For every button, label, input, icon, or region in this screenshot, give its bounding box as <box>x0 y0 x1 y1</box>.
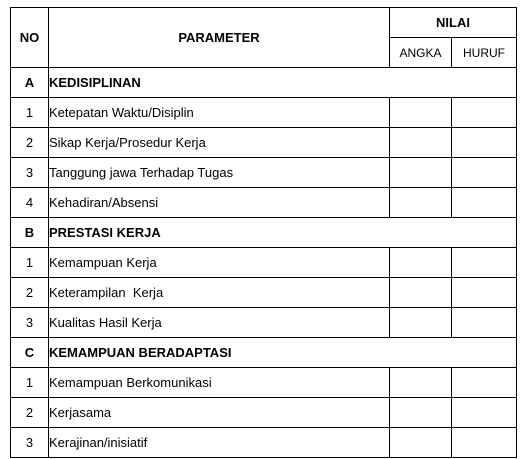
header-angka: ANGKA <box>390 38 452 68</box>
huruf-cell[interactable] <box>452 248 517 278</box>
angka-cell[interactable] <box>390 308 452 338</box>
angka-cell[interactable] <box>390 128 452 158</box>
section-row-kedisiplinan <box>11 68 517 98</box>
section-title: KEMAMPUAN BERADAPTASI <box>49 338 517 368</box>
angka-cell[interactable] <box>390 158 452 188</box>
item-label: Kerajinan/inisiatif <box>49 428 390 458</box>
header-nilai: NILAI <box>390 8 517 38</box>
table-row <box>11 248 517 278</box>
item-no: 2 <box>11 128 49 158</box>
table-row <box>11 188 517 218</box>
huruf-cell[interactable] <box>452 98 517 128</box>
item-label: Kerjasama <box>49 398 390 428</box>
item-no: 3 <box>11 428 49 458</box>
section-title: PRESTASI KERJA <box>49 218 517 248</box>
item-no: 1 <box>11 98 49 128</box>
evaluation-table <box>10 7 517 458</box>
item-no: 4 <box>11 188 49 218</box>
item-no: 2 <box>11 398 49 428</box>
huruf-cell[interactable] <box>452 188 517 218</box>
item-label: Kemampuan Kerja <box>49 248 390 278</box>
header-no: NO <box>11 8 49 68</box>
huruf-cell[interactable] <box>452 128 517 158</box>
huruf-cell[interactable] <box>452 278 517 308</box>
table-row <box>11 308 517 338</box>
huruf-cell[interactable] <box>452 428 517 458</box>
section-code: C <box>11 338 49 368</box>
table-row <box>11 158 517 188</box>
item-no: 3 <box>11 158 49 188</box>
table-row <box>11 278 517 308</box>
section-row-prestasi-kerja <box>11 218 517 248</box>
huruf-cell[interactable] <box>452 368 517 398</box>
table-row <box>11 98 517 128</box>
angka-cell[interactable] <box>390 428 452 458</box>
angka-cell[interactable] <box>390 398 452 428</box>
section-code: A <box>11 68 49 98</box>
angka-cell[interactable] <box>390 188 452 218</box>
huruf-cell[interactable] <box>452 308 517 338</box>
item-label: Ketepatan Waktu/Disiplin <box>49 98 390 128</box>
section-row-kemampuan-beradaptasi <box>11 338 517 368</box>
table-row <box>11 128 517 158</box>
item-no: 3 <box>11 308 49 338</box>
item-label: Sikap Kerja/Prosedur Kerja <box>49 128 390 158</box>
item-label: Kualitas Hasil Kerja <box>49 308 390 338</box>
table-row <box>11 368 517 398</box>
item-label: Kehadiran/Absensi <box>49 188 390 218</box>
item-no: 2 <box>11 278 49 308</box>
header-huruf: HURUF <box>452 38 517 68</box>
item-label: Keterampilan Kerja <box>49 278 390 308</box>
huruf-cell[interactable] <box>452 158 517 188</box>
item-label: Tanggung jawa Terhadap Tugas <box>49 158 390 188</box>
header-parameter: PARAMETER <box>49 8 390 68</box>
table-row <box>11 398 517 428</box>
item-no: 1 <box>11 368 49 398</box>
section-title: KEDISIPLINAN <box>49 68 517 98</box>
table-row <box>11 428 517 458</box>
item-label: Kemampuan Berkomunikasi <box>49 368 390 398</box>
angka-cell[interactable] <box>390 98 452 128</box>
item-no: 1 <box>11 248 49 278</box>
angka-cell[interactable] <box>390 248 452 278</box>
angka-cell[interactable] <box>390 278 452 308</box>
section-code: B <box>11 218 49 248</box>
huruf-cell[interactable] <box>452 398 517 428</box>
angka-cell[interactable] <box>390 368 452 398</box>
